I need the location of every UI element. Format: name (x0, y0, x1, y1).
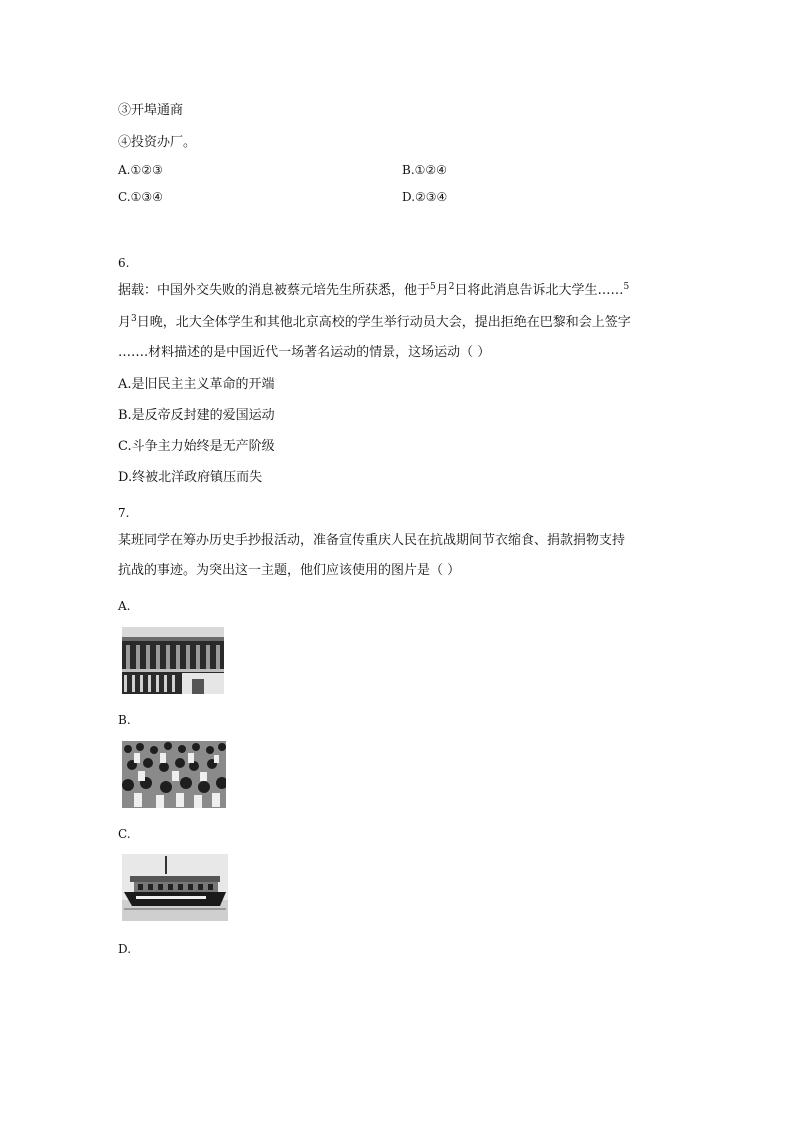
q5-item-3: ③开埠通商 (118, 103, 184, 118)
q6-line1-a: 据载：中国外交失败的消息被蔡元培先生所获悉，他于 (118, 283, 431, 298)
q6-option-d: D.终被北洋政府镇压而失 (118, 470, 263, 485)
q6-line1-b: 月 (435, 283, 449, 298)
q7-stem-line-1: 某班同学在筹办历史手抄报活动，准备宣传重庆人民在抗战期间节衣缩食、捐款捐物支持 (118, 533, 626, 548)
q7-option-b: B. (118, 713, 131, 727)
q7-option-c: C. (118, 827, 131, 841)
q7-number: 7. (118, 506, 130, 520)
q6-line1-c: 日将此消息告诉北大学生…… (454, 283, 624, 298)
q6-line1-sup: 5 (623, 282, 630, 292)
q6-day-num: 2 (448, 282, 455, 292)
q6-line2-a: 月 (118, 315, 132, 330)
q5-item-4: ④投资办厂。 (118, 135, 197, 150)
q5-option-a: A.①②③ (118, 163, 163, 177)
q5-option-c: C.①③④ (118, 190, 163, 204)
q7-stem-line-2: 抗战的事迹。为突出这一主题，他们应该使用的图片是（ ） (118, 563, 461, 578)
q7-option-d: D. (118, 942, 132, 956)
crowd-photo-icon (122, 741, 226, 808)
q7-photo-a (122, 627, 224, 694)
building-photo-icon (122, 627, 224, 694)
q6-option-a: A.是旧民主主义革命的开端 (118, 377, 275, 392)
q6-stem-line-3: …….材料描述的是中国近代一场著名运动的情景，这场运动（ ） (118, 345, 491, 360)
q6-line2-b: 日晚，北大全体学生和其他北京高校的学生举行动员大会，提出拒绝在巴黎和会上签字 (136, 315, 631, 330)
q6-option-b: B.是反帝反封建的爱国运动 (118, 408, 275, 423)
q7-photo-b (122, 741, 226, 808)
q5-option-b: B.①②④ (402, 163, 447, 177)
ship-photo-icon (122, 854, 228, 921)
q6-option-c: C.斗争主力始终是无产阶级 (118, 439, 275, 454)
q6-stem-line-1 (118, 282, 629, 301)
q6-number: 6. (118, 256, 130, 270)
q6-stem-line-2 (118, 314, 631, 333)
q6-month-num: 5 (430, 282, 436, 292)
q6-line2-sup: 3 (131, 314, 137, 324)
q7-photo-c (122, 854, 228, 921)
q7-option-a: A. (118, 599, 131, 613)
q5-option-d: D.②③④ (402, 190, 448, 204)
